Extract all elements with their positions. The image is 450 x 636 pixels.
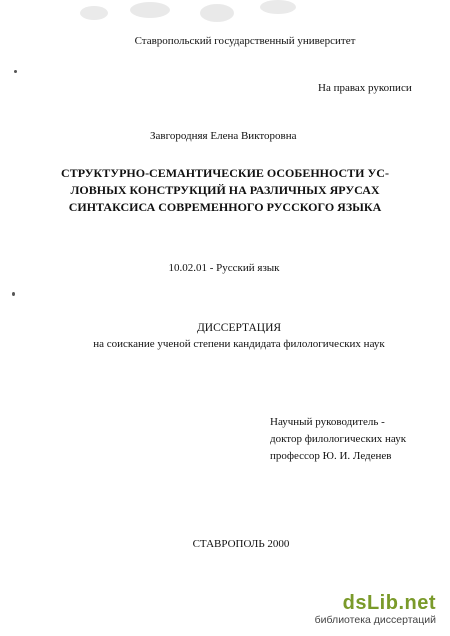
dslib-logo[interactable]: dsLib.net — [342, 592, 436, 614]
specialty-code: 10.02.01 - Русский язык — [168, 262, 280, 274]
dissertation-title — [38, 165, 412, 216]
supervisor-role: Научный руководитель - — [270, 416, 385, 428]
title-line: СИНТАКСИСА СОВРЕМЕННОГО РУССКОГО ЯЗЫКА — [68, 200, 382, 214]
rights-note: На правах рукописи — [318, 82, 412, 94]
scan-speck — [14, 70, 17, 73]
supervisor-degree: доктор филологических наук — [270, 433, 407, 445]
scan-artifact — [70, 0, 310, 30]
supervisor-name: профессор Ю. И. Леденев — [270, 450, 392, 462]
dissertation-label: ДИССЕРТАЦИЯ — [196, 322, 282, 334]
scan-speck — [12, 292, 15, 296]
degree-purpose: на соискание ученой степени кандидата филологических наук — [93, 338, 385, 350]
author-name: Завгородняя Елена Викторовна — [150, 130, 297, 142]
title-line: ЛОВНЫХ КОНСТРУКЦИЙ НА РАЗЛИЧНЫХ ЯРУСАХ — [70, 183, 380, 197]
dslib-watermark[interactable] — [315, 592, 436, 626]
dslib-caption: библиотека диссертаций — [314, 614, 436, 626]
title-line: СТРУКТУРНО-СЕМАНТИЧЕСКИЕ ОСОБЕННОСТИ УС- — [61, 166, 389, 180]
university-name: Ставропольский государственный университет — [134, 35, 356, 47]
city-year: СТАВРОПОЛЬ 2000 — [192, 538, 290, 550]
